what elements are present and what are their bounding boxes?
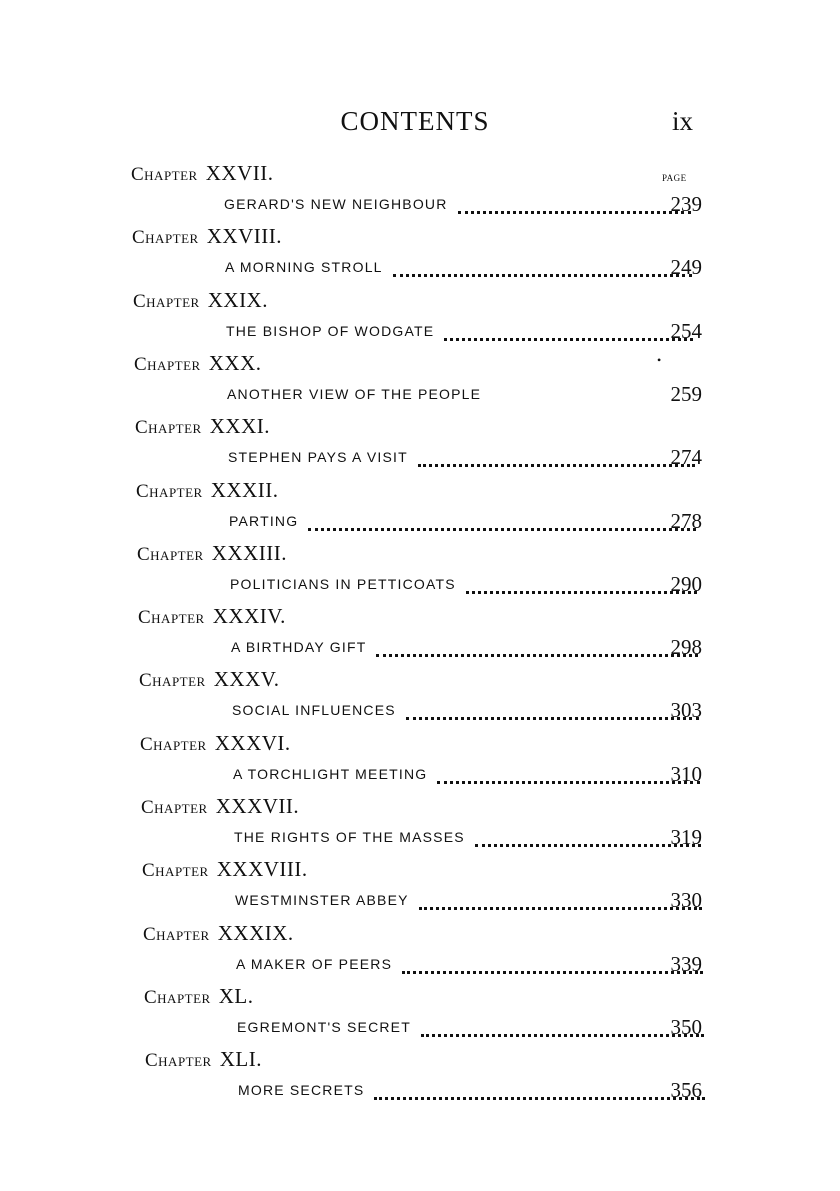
- chapter-page-number: 249: [670, 255, 702, 279]
- chapter-number: XXXVI.: [214, 731, 291, 755]
- toc-entry: [142, 858, 702, 921]
- toc-entry: [141, 795, 702, 858]
- chapter-number: XXVII.: [205, 161, 274, 185]
- chapter-title-row: [224, 196, 697, 218]
- chapter-number: XXVIII.: [206, 224, 282, 248]
- page-title: CONTENTS: [340, 106, 490, 136]
- toc-entry: [138, 605, 702, 668]
- chapter-title: POLITICIANS IN PETTICOATS: [230, 576, 456, 592]
- toc-entry: [134, 352, 702, 415]
- toc-entry: [137, 542, 702, 605]
- toc-entry: [139, 668, 702, 731]
- chapter-title-row: [236, 956, 709, 978]
- toc-entry: [132, 225, 702, 288]
- chapter-page-number: 303: [670, 698, 702, 722]
- chapter-word: Chapter: [132, 227, 199, 248]
- chapter-heading: [139, 668, 279, 693]
- chapter-title-row: [235, 892, 708, 914]
- chapter-page-number: 254: [670, 319, 702, 343]
- toc-entry: [133, 289, 702, 352]
- toc-entry: [136, 479, 702, 542]
- chapter-title-row: [237, 1019, 710, 1041]
- dot-leader: [308, 528, 696, 531]
- chapter-number: XLI.: [219, 1047, 262, 1071]
- chapter-title: ANOTHER VIEW OF THE PEOPLE: [227, 386, 482, 402]
- chapter-word: Chapter: [142, 860, 209, 881]
- chapter-number: XL.: [218, 984, 254, 1008]
- chapter-title-row: [234, 829, 707, 851]
- page-number: ix: [672, 106, 694, 136]
- chapter-page-number: 339: [670, 952, 702, 976]
- chapter-title: A MAKER OF PEERS: [236, 956, 393, 972]
- chapter-title-row: [225, 259, 698, 281]
- chapter-page-number: 274: [670, 445, 702, 469]
- chapter-heading: [143, 922, 294, 947]
- chapter-word: Chapter: [139, 670, 206, 691]
- chapter-number: XXXIV.: [212, 604, 286, 628]
- toc-entry: [143, 922, 702, 985]
- chapter-heading: [133, 289, 268, 314]
- chapter-title-row: [231, 639, 704, 661]
- chapter-word: Chapter: [137, 544, 204, 565]
- chapter-number: XXXVII.: [215, 794, 300, 818]
- chapter-heading: [138, 605, 286, 630]
- chapter-page-number: 298: [670, 635, 702, 659]
- chapter-page-number: 330: [670, 888, 702, 912]
- chapter-number: XXXIX.: [217, 921, 294, 945]
- chapter-number: XXXII.: [210, 478, 279, 502]
- chapter-title-row: [232, 702, 705, 724]
- chapter-word: Chapter: [144, 987, 211, 1008]
- chapter-title: EGREMONT'S SECRET: [237, 1019, 411, 1035]
- stray-mark: •: [657, 353, 662, 367]
- toc-entry: [131, 162, 702, 225]
- page-column-label: PAGE: [662, 173, 687, 183]
- chapter-word: Chapter: [140, 734, 207, 755]
- chapter-title: STEPHEN PAYS A VISIT: [228, 449, 408, 465]
- chapter-heading: [140, 732, 291, 757]
- chapter-page-number: 239: [670, 192, 702, 216]
- chapter-heading: [141, 795, 299, 820]
- chapter-heading: [144, 985, 253, 1010]
- chapter-title: SOCIAL INFLUENCES: [232, 702, 396, 718]
- chapter-word: Chapter: [145, 1050, 212, 1071]
- chapter-title-row: [230, 576, 703, 598]
- chapter-title: MORE SECRETS: [238, 1082, 365, 1098]
- chapter-word: Chapter: [134, 354, 201, 375]
- chapter-page-number: 356: [670, 1078, 702, 1102]
- chapter-number: XXXVIII.: [216, 857, 308, 881]
- chapter-heading: [132, 225, 282, 250]
- chapter-title-row: [229, 513, 702, 535]
- toc-entry: [140, 732, 702, 795]
- chapter-title: A TORCHLIGHT MEETING: [233, 766, 428, 782]
- chapter-page-number: 278: [670, 509, 702, 533]
- chapter-title: A MORNING STROLL: [225, 259, 383, 275]
- chapter-number: XXXIII.: [211, 541, 287, 565]
- toc-entry: [145, 1048, 702, 1111]
- chapter-number: XXIX.: [207, 288, 268, 312]
- chapter-heading: [142, 858, 308, 883]
- chapter-title-row: [233, 766, 706, 788]
- chapter-word: Chapter: [133, 291, 200, 312]
- chapter-number: XXX.: [208, 351, 262, 375]
- chapter-title: A BIRTHDAY GIFT: [231, 639, 367, 655]
- chapter-heading: [145, 1048, 262, 1073]
- chapter-word: Chapter: [136, 481, 203, 502]
- chapter-title-row: [227, 386, 700, 408]
- chapter-title: PARTING: [229, 513, 299, 529]
- toc-entry: [144, 985, 702, 1048]
- chapter-title: WESTMINSTER ABBEY: [235, 892, 409, 908]
- chapter-number: XXXV.: [213, 667, 280, 691]
- chapter-page-number: 259: [670, 382, 702, 406]
- chapter-title: THE RIGHTS OF THE MASSES: [234, 829, 465, 845]
- chapter-heading: [137, 542, 287, 567]
- chapter-word: Chapter: [135, 417, 202, 438]
- chapter-heading: [136, 479, 278, 504]
- chapter-page-number: 350: [670, 1015, 702, 1039]
- chapter-number: XXXI.: [209, 414, 270, 438]
- chapter-page-number: 310: [670, 762, 702, 786]
- chapter-title-row: [228, 449, 701, 471]
- chapter-heading: [135, 415, 270, 440]
- chapter-title-row: [226, 323, 699, 345]
- chapter-title-row: [238, 1082, 711, 1104]
- chapter-heading: [131, 162, 273, 187]
- chapter-heading: [134, 352, 261, 377]
- chapter-page-number: 290: [670, 572, 702, 596]
- toc-entry: [135, 415, 702, 478]
- chapter-word: Chapter: [141, 797, 208, 818]
- chapter-word: Chapter: [138, 607, 205, 628]
- chapter-word: Chapter: [131, 164, 198, 185]
- chapter-page-number: 319: [670, 825, 702, 849]
- chapter-word: Chapter: [143, 924, 210, 945]
- chapter-title: THE BISHOP OF WODGATE: [226, 323, 435, 339]
- chapter-title: GERARD'S NEW NEIGHBOUR: [224, 196, 448, 212]
